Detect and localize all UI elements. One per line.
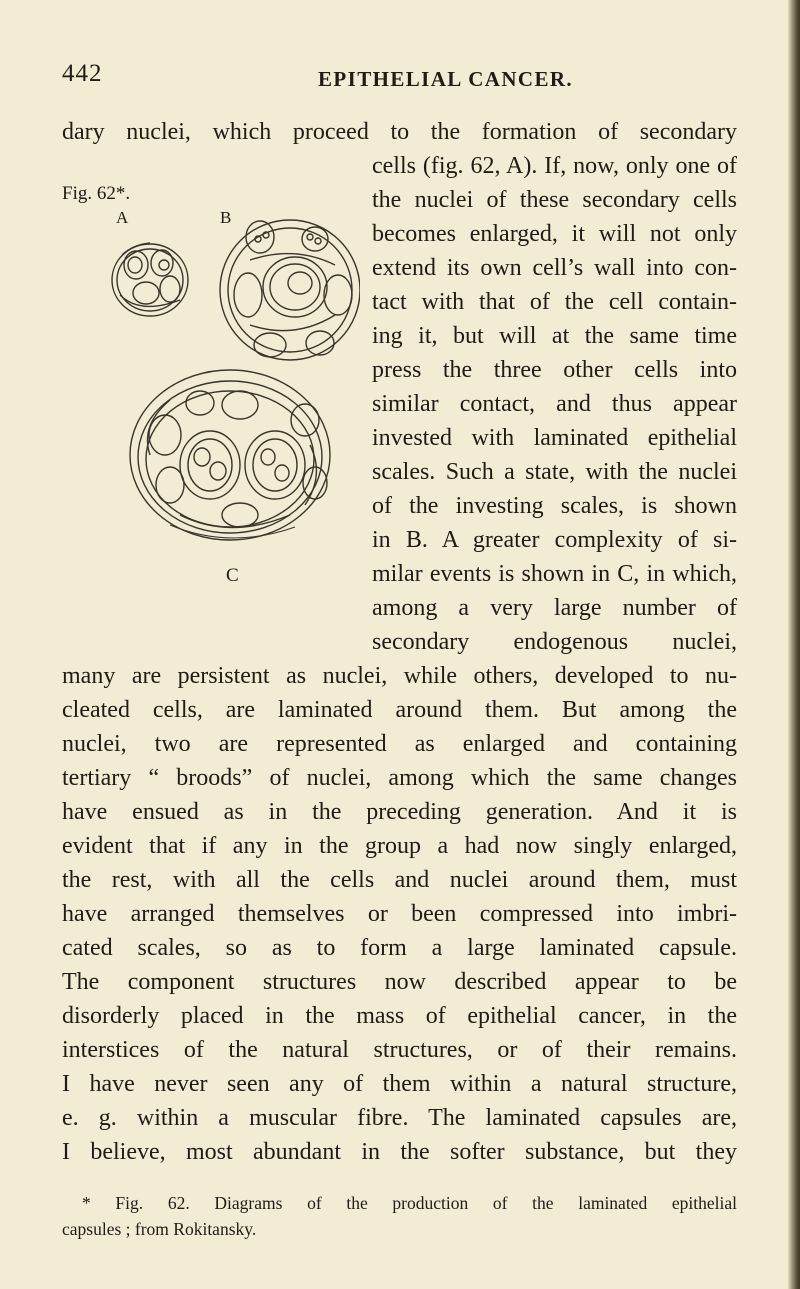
body-line-21: have ensued as in the preceding generation. And it is [62, 799, 737, 825]
body-line-15: among a very large number of [372, 595, 737, 621]
running-title: EPITHELIAL CANCER. [318, 67, 574, 91]
body-line-25: cated scales, so as to form a large laminated capsule. [62, 935, 737, 961]
cell-diagram-b [220, 220, 360, 360]
figure-label-a: A [116, 208, 129, 227]
body-line-23: the rest, with all the cells and nuclei around them, must [62, 867, 737, 893]
body-line-30: e. g. within a muscular fibre. The laminated capsules are, [62, 1105, 737, 1131]
body-line-12: of the investing scales, is shown [372, 493, 737, 519]
body-line-3: the nuclei of these secondary cells [372, 187, 737, 213]
page-number: 442 [62, 60, 103, 87]
body-line-11: scales. Such a state, with the nuclei [372, 459, 737, 485]
body-line-28: interstices of the natural structures, or of their remains. [62, 1037, 737, 1063]
body-line-20: tertiary “ broods” of nuclei, among which the same changes [62, 765, 737, 791]
footnote-line-1: * Fig. 62. Diagrams of the production of the laminated epithelial [82, 1193, 737, 1213]
body-line-29: I have never seen any of them within a natural structure, [62, 1071, 737, 1097]
body-line-8: press the three other cells into [372, 357, 737, 383]
body-line-10: invested with laminated epithelial [372, 425, 737, 451]
body-line-14: milar events is shown in C, in which, [372, 561, 737, 587]
body-line-5: extend its own cell’s wall into con- [372, 255, 737, 281]
body-line-22: evident that if any in the group a had now singly enlarged, [62, 833, 737, 859]
body-line-26: The component structures now described appear to be [62, 969, 737, 995]
figure-caption: Fig. 62*. [62, 183, 131, 204]
body-line-7: ing it, but will at the same time [372, 323, 737, 349]
body-line-19: nuclei, two are represented as enlarged and containing [62, 731, 737, 757]
cell-diagram-a [112, 243, 188, 316]
footnote-line-2: capsules ; from Rokitansky. [62, 1219, 257, 1239]
body-line-4: becomes enlarged, it will not only [372, 221, 737, 247]
book-edge [788, 0, 800, 1289]
figure-label-b: B [220, 208, 232, 227]
body-line-27: disorderly placed in the mass of epithelial cancer, in the [62, 1003, 737, 1029]
cell-diagram-c [130, 370, 330, 540]
body-line-16: secondary endogenous nuclei, [372, 629, 737, 655]
figure-62-illustration [110, 165, 360, 565]
body-line-18: cleated cells, are laminated around them. But among the [62, 697, 737, 723]
body-line-24: have arranged themselves or been compressed into imbri- [62, 901, 737, 927]
body-line-31: I believe, most abundant in the softer substance, but they [62, 1139, 737, 1165]
body-line-13: in B. A greater complexity of si- [372, 527, 737, 553]
body-line-17: many are persistent as nuclei, while others, developed to nu- [62, 663, 737, 689]
body-line-1: dary nuclei, which proceed to the formation of secondary [62, 119, 737, 145]
figure-label-c: C [226, 565, 239, 586]
body-line-9: similar contact, and thus appear [372, 391, 737, 417]
body-line-6: tact with that of the cell contain- [372, 289, 737, 315]
body-line-2: cells (fig. 62, A). If, now, only one of [372, 153, 737, 179]
